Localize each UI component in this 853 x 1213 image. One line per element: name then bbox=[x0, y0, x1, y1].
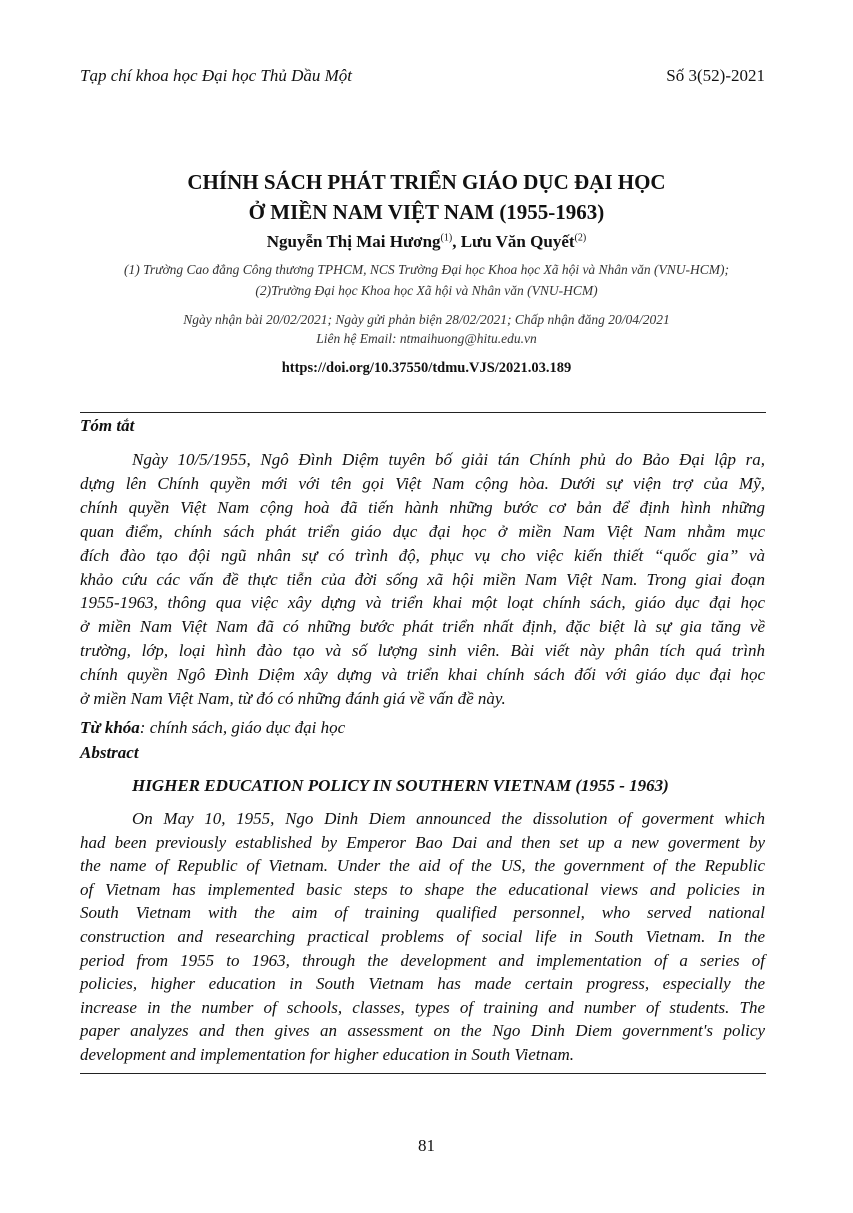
abstract-line: trường, lớp, loại hình đào tạo và số lượng sinh viên. Bài viết này phân tích quá trình bbox=[80, 641, 765, 661]
abstract-line: đích đào tạo đội ngũ nhân sự có trình độ, phục vụ cho việc kiến thiết “quốc gia” và bbox=[80, 545, 765, 565]
abstract-line: On May 10, 1955, Ngo Dinh Diem announced the dissolution of goverment which bbox=[132, 809, 765, 828]
abstract-line: ở miền Nam Việt Nam đã có những bước phát triển nhất định, đặc biệt là sự gia tăng về bbox=[80, 617, 765, 637]
abstract-line: dựng lên Chính quyền mới với tên gọi Việt Nam cộng hòa. Dưới sự viện trợ của Mỹ, bbox=[80, 473, 765, 493]
page-number: 81 bbox=[418, 1136, 435, 1155]
doi-link[interactable]: https://doi.org/10.37550/tdmu.VJS/2021.03.189 bbox=[281, 360, 572, 376]
abstract-line: construction and researching practical problems of social life in South Vietnam. In the bbox=[80, 927, 765, 946]
en-abstract-heading: Abstract bbox=[80, 743, 139, 762]
divider-top bbox=[80, 412, 766, 413]
divider-bottom bbox=[80, 1073, 766, 1074]
abstract-line: ở miền Nam Việt Nam, từ đó có những đánh giá về vấn đề này. bbox=[80, 689, 506, 708]
submission-dates: Ngày nhận bài 20/02/2021; Ngày gửi phản biện 28/02/2021; Chấp nhận đăng 20/04/2021 bbox=[183, 312, 670, 327]
author-2: Lưu Văn Quyết bbox=[460, 232, 575, 251]
contact-email: Liên hệ Email: ntmaihuong@hitu.edu.vn bbox=[316, 331, 537, 346]
abstract-line: khảo cứu các vấn đề thực tiễn của đời sống xã hội miền Nam Việt Nam. Trong giai đoạn bbox=[80, 569, 765, 589]
author-1: Nguyễn Thị Mai Hương bbox=[266, 232, 441, 251]
title-line-2: Ở MIỀN NAM VIỆT NAM (1955-1963) bbox=[248, 200, 605, 224]
abstract-line: period from 1955 to 1963, through the development and implementation of a series of bbox=[80, 950, 765, 970]
keywords bbox=[80, 718, 345, 738]
abstract-line: increase in the number of schools, classes, types of training and number of students. The bbox=[80, 997, 765, 1017]
abstract-line: the name of Republic of Vietnam. Under the aid of the US, the government of the Republic bbox=[80, 856, 765, 876]
abstract-line: chính quyền Ngô Đình Diệm xây dựng và triển khai chính sách đối với giáo dục đại học bbox=[80, 665, 765, 685]
affiliation-2: (2)Trường Đại học Khoa học Xã hội và Nhân văn (VNU-HCM) bbox=[255, 283, 598, 298]
abstract-line: development and implementation for higher education in South Vietnam. bbox=[80, 1045, 575, 1064]
abstract-line: policies, higher education in South Vietnam has made certain progress, especially the bbox=[80, 974, 765, 994]
affiliation-1: (1) Trường Cao đẳng Công thương TPHCM, NCS Trường Đại học Khoa học Xã hội và Nhân văn (VNU-HCM); bbox=[123, 262, 730, 277]
abstract-line: quan điểm, chính sách phát triển giáo dục đại học ở miền Nam Việt Nam nhằm mục bbox=[80, 521, 765, 541]
abstract-line: South Vietnam with the aim of training qualified personnel, who served national bbox=[80, 903, 765, 923]
abstract-line: of Vietnam has implemented basic steps to shape the educational views and policies in bbox=[80, 879, 765, 899]
en-title: HIGHER EDUCATION POLICY IN SOUTHERN VIETNAM (1955 - 1963) bbox=[132, 776, 669, 795]
abstract-line: 1955-1963, thông qua việc xây dựng và triển khai một loạt chính sách, giáo dục đại học bbox=[80, 593, 765, 613]
keywords-label: Từ khóa bbox=[80, 718, 140, 737]
abstract-line: Ngày 10/5/1955, Ngô Đình Diệm tuyên bố giải tán Chính phủ do Bảo Đại lập ra, bbox=[132, 450, 765, 469]
authors bbox=[0, 232, 853, 252]
author-2-mark: (2) bbox=[574, 232, 587, 244]
journal-name: Tạp chí khoa học Đại học Thủ Dầu Một bbox=[80, 66, 352, 85]
issue-number: Số 3(52)-2021 bbox=[666, 66, 765, 85]
abstract-line: paper analyzes and then gives an assessment on the Ngo Dinh Diem government's policy bbox=[80, 1021, 765, 1041]
abstract-line: chính quyền Việt Nam cộng hoà đã tiến hành những bước cơ bản để định hình những bbox=[80, 497, 765, 517]
title-line-1: CHÍNH SÁCH PHÁT TRIỂN GIÁO DỤC ĐẠI HỌC bbox=[187, 170, 666, 194]
keywords-value: : chính sách, giáo dục đại học bbox=[139, 718, 346, 737]
author-1-mark: (1) bbox=[440, 232, 453, 244]
abstract-line: had been previously established by Emperor Bao Dai and then set up a new goverment by bbox=[80, 832, 765, 852]
author-sep: , bbox=[452, 232, 461, 251]
vn-abstract-heading: Tóm tắt bbox=[80, 416, 135, 435]
